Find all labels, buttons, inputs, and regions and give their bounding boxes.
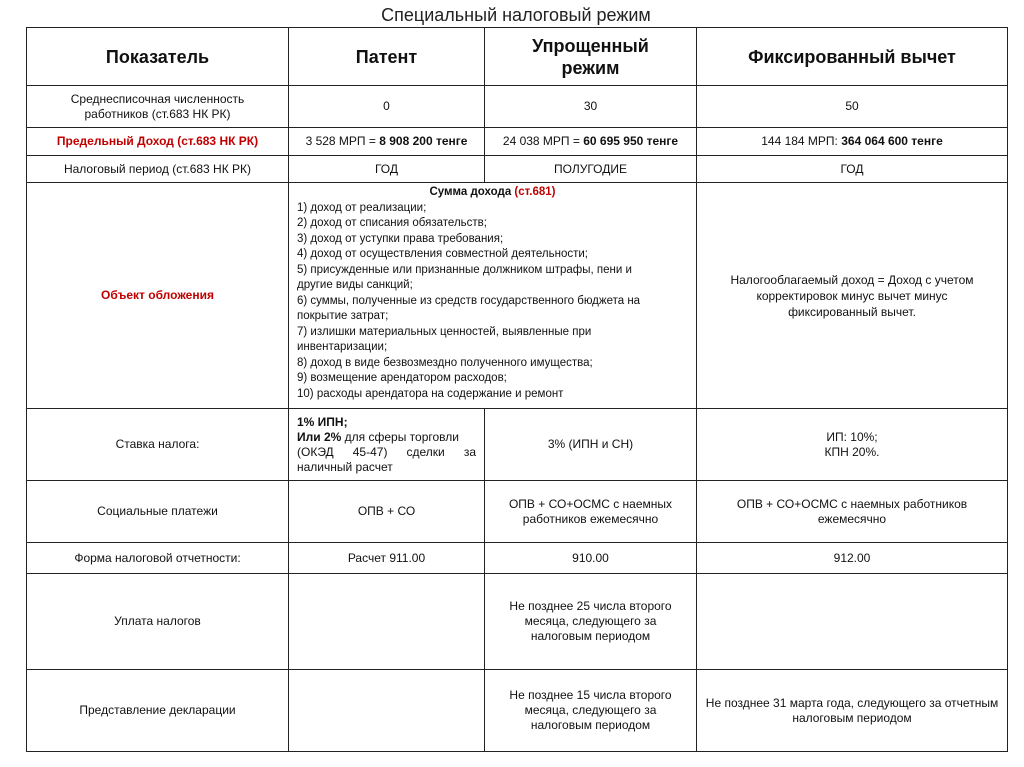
- row-tax-period: [27, 156, 1008, 183]
- object-item: 7) излишки материальных ценностей, выявленные при: [297, 325, 592, 338]
- simplified-income-limit: 24 038 МРП = 60 695 950 тенге: [485, 128, 697, 156]
- patent-payment: [289, 574, 485, 670]
- simplified-report-form: 910.00: [485, 543, 697, 574]
- simplified-employees: 30: [485, 86, 697, 128]
- fixed-income-limit: 144 184 МРП: 364 064 600 тенге: [697, 128, 1008, 156]
- row-rate: [27, 409, 1008, 481]
- row-employees: [27, 86, 1008, 128]
- object-item: покрытие затрат;: [297, 310, 389, 322]
- row-object: [27, 183, 1008, 409]
- patent-social: ОПВ + СО: [289, 481, 485, 543]
- patent-report-form: Расчет 911.00: [289, 543, 485, 574]
- object-item: 8) доход в виде безвозмездно полученного имущества;: [297, 356, 593, 369]
- header-row: [27, 28, 1008, 86]
- label-social: Социальные платежи: [27, 481, 289, 543]
- object-item: другие виды санкций;: [297, 279, 413, 291]
- page-title: Специальный налоговый режим: [381, 5, 651, 25]
- fixed-social: ОПВ + СО+ОСМС с наемных работников ежемесячно: [697, 481, 1008, 543]
- fixed-declaration: Не позднее 31 марта года, следующего за отчетным налоговым периодом: [697, 670, 1008, 752]
- simplified-declaration: Не позднее 15 числа второго месяца, следующего за налоговым периодом: [485, 670, 697, 752]
- object-item: инвентаризации;: [297, 341, 388, 353]
- label-declaration: Представление декларации: [27, 670, 289, 752]
- header-patent: Патент: [289, 28, 485, 86]
- header-fixed: Фиксированный вычет: [697, 28, 1008, 86]
- patent-tax-period: ГОД: [289, 156, 485, 183]
- row-social: [27, 481, 1008, 543]
- patent-employees: 0: [289, 86, 485, 128]
- row-income-limit: [27, 128, 1008, 156]
- object-item: 4) доход от осуществления совместной деятельности;: [297, 248, 588, 260]
- object-item: 10) расходы арендатора на содержание и ремонт: [297, 387, 564, 400]
- label-report-form: Форма налоговой отчетности:: [27, 543, 289, 574]
- object-item: 3) доход от уступки права требования;: [297, 232, 504, 245]
- label-rate: Ставка налога:: [27, 409, 289, 481]
- object-item: 6) суммы, полученные из средств государственного бюджета на: [297, 294, 641, 307]
- fixed-rate: ИП: 10%; КПН 20%.: [697, 409, 1008, 481]
- tax-regime-table: [26, 27, 1008, 752]
- object-item: 1) доход от реализации;: [297, 201, 427, 214]
- fixed-object: Налогооблагаемый доход = Доход с учетом корректировок минус вычет минус фиксированный вычет.: [697, 183, 1008, 409]
- header-simplified: Упрощенный режим: [485, 28, 697, 86]
- row-report-form: [27, 543, 1008, 574]
- patent-income-limit: 3 528 МРП = 8 908 200 тенге: [289, 128, 485, 156]
- object-sum-title: Сумма дохода (ст.681): [429, 186, 556, 198]
- fixed-payment: [697, 574, 1008, 670]
- object-income-list: [289, 183, 697, 409]
- simplified-rate: 3% (ИПН и СН): [485, 409, 697, 481]
- row-payment: [27, 574, 1008, 670]
- simplified-payment: Не позднее 25 числа второго месяца, следующего за налоговым периодом: [485, 574, 697, 670]
- object-item: 5) присужденные или признанные должником штрафы, пени и: [297, 263, 632, 276]
- fixed-employees: 50: [697, 86, 1008, 128]
- simplified-tax-period: ПОЛУГОДИЕ: [485, 156, 697, 183]
- label-employees: Среднесписочная численность работников (ст.683 НК РК): [27, 86, 289, 128]
- simplified-social: ОПВ + СО+ОСМС с наемных работников ежемесячно: [485, 481, 697, 543]
- fixed-tax-period: ГОД: [697, 156, 1008, 183]
- header-indicator: Показатель: [27, 28, 289, 86]
- object-item: 9) возмещение арендатором расходов;: [297, 372, 507, 384]
- patent-declaration: [289, 670, 485, 752]
- label-payment: Уплата налогов: [27, 574, 289, 670]
- row-declaration: [27, 670, 1008, 752]
- object-item: 2) доход от списания обязательств;: [297, 217, 487, 229]
- fixed-report-form: 912.00: [697, 543, 1008, 574]
- label-object: Объект обложения: [27, 183, 289, 409]
- patent-rate: 1% ИПН; Или 2% для сферы торговли (ОКЭД 45-47) сделки за наличный расчет: [289, 409, 485, 481]
- label-tax-period: Налоговый период (ст.683 НК РК): [27, 156, 289, 183]
- label-income-limit: Предельный Доход (ст.683 НК РК): [27, 128, 289, 156]
